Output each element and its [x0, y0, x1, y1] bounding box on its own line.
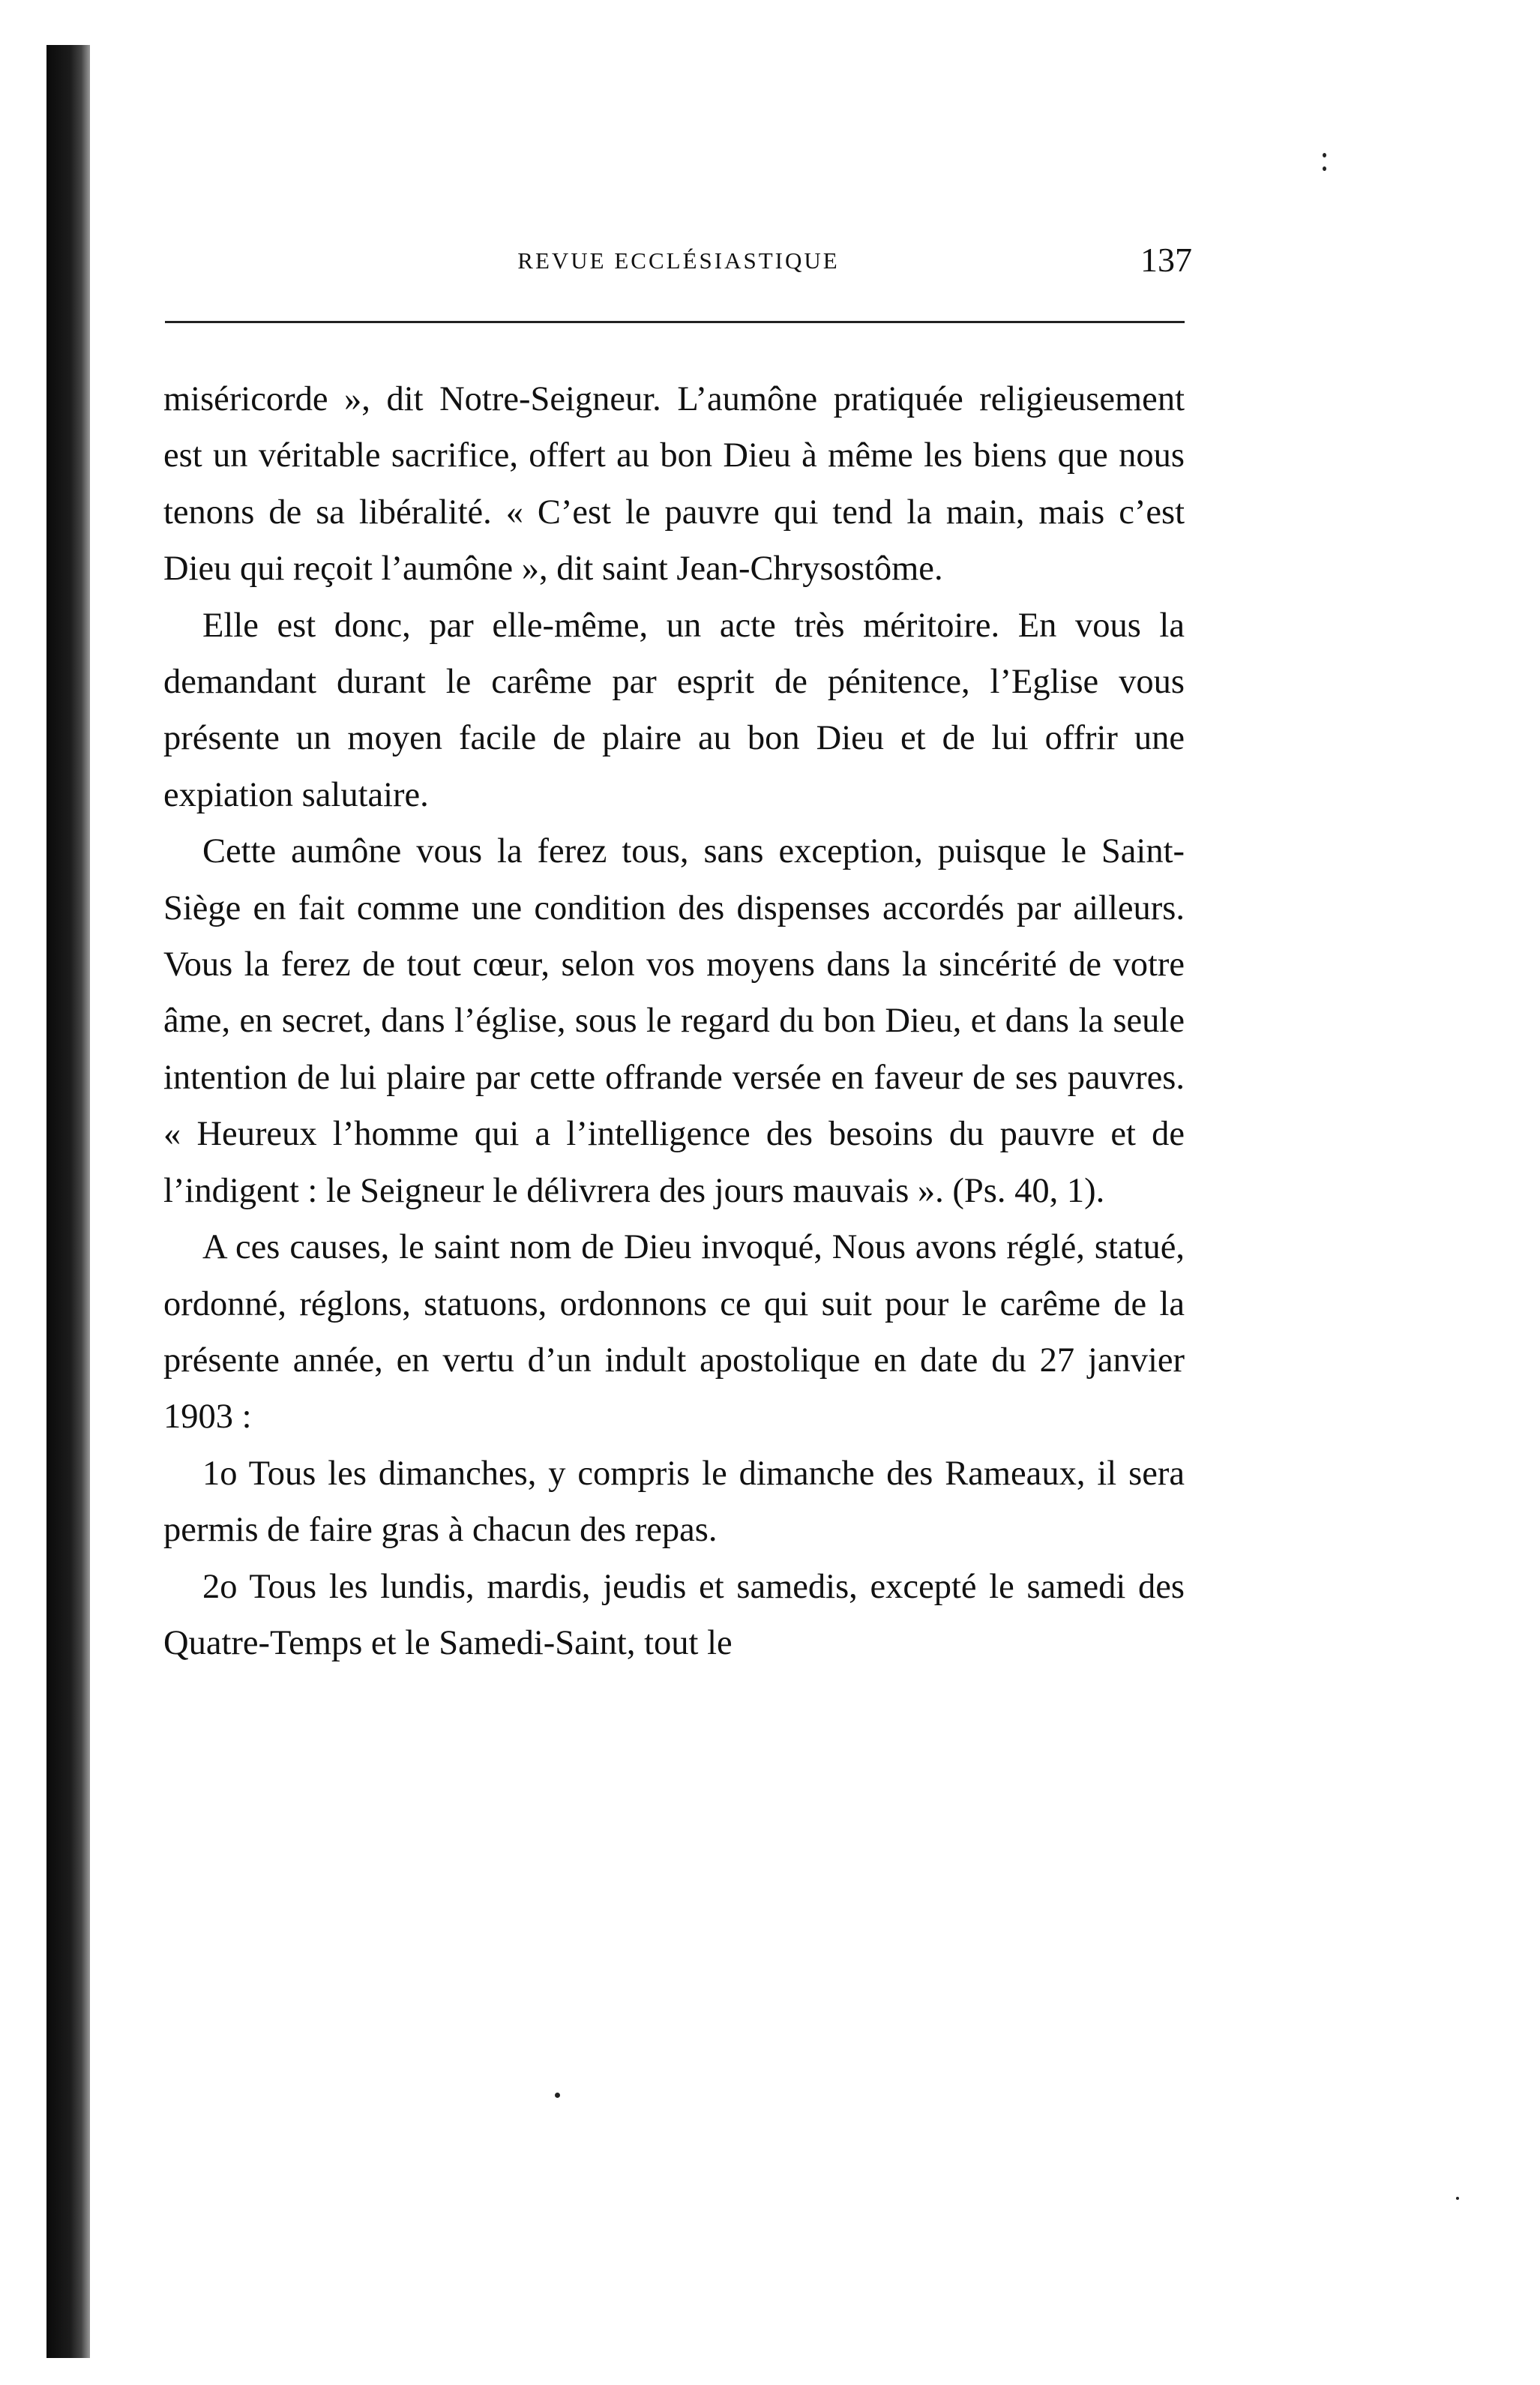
page-number: 137 [1140, 241, 1192, 279]
ink-speck [555, 2093, 560, 2098]
body-text [163, 371, 1185, 1671]
ink-speck [1323, 166, 1326, 171]
running-title: REVUE ECCLÉSIASTIQUE [517, 247, 840, 274]
paragraph: Cette aumône vous la ferez tous, sans exception, puisque le Saint-Siège en fait comme une condition des dispenses accordés par ailleurs. Vous la ferez de tout cœur, selon vos moyens dans la sincérité de votre âme, en secret, dans l’église, sous le regard du bon Dieu, et dans la seule intention de lui plaire par cette offrande versée en faveur de ses pauvres. « Heureux l’homme qui a l’intelligence des besoins du pauvre et de l’indigent : le Seigneur le délivrera des jours mauvais ». (Ps. 40, 1). [163, 832, 1185, 1210]
ink-speck [1456, 2197, 1459, 2200]
paragraph: 2o Tous les lundis, mardis, jeudis et samedis, excepté le samedi des Quatre-Temps et le Samedi-Saint, tout le [163, 1567, 1185, 1662]
running-head [165, 240, 1192, 285]
paragraph: Elle est donc, par elle-même, un acte très méritoire. En vous la demandant durant le carême par esprit de pénitence, l’Eglise vous présente un moyen facile de plaire au bon Dieu et de lui offrir une expiation salutaire. [163, 606, 1185, 814]
book-binding-edge [46, 45, 90, 2358]
paragraph: miséricorde », dit Notre-Seigneur. L’aumône pratiquée religieusement est un véritable sacrifice, offert au bon Dieu à même les biens que nous tenons de sa libéralité. « C’est le pauvre qui tend la main, mais c’est Dieu qui reçoit l’aumône », dit saint Jean-Chrysostôme. [163, 380, 1185, 589]
paragraph: 1o Tous les dimanches, y compris le dimanche des Rameaux, il sera permis de faire gras à chacun des repas. [163, 1454, 1185, 1550]
header-rule [165, 321, 1185, 323]
ink-speck [1323, 153, 1326, 157]
paragraph: A ces causes, le saint nom de Dieu invoqué, Nous avons réglé, statué, ordonné, réglons, statuons, ordonnons ce qui suit pour le carême de la présente année, en vertu d’un indult apostolique en date du 27 janvier 1903 : [163, 1228, 1185, 1437]
